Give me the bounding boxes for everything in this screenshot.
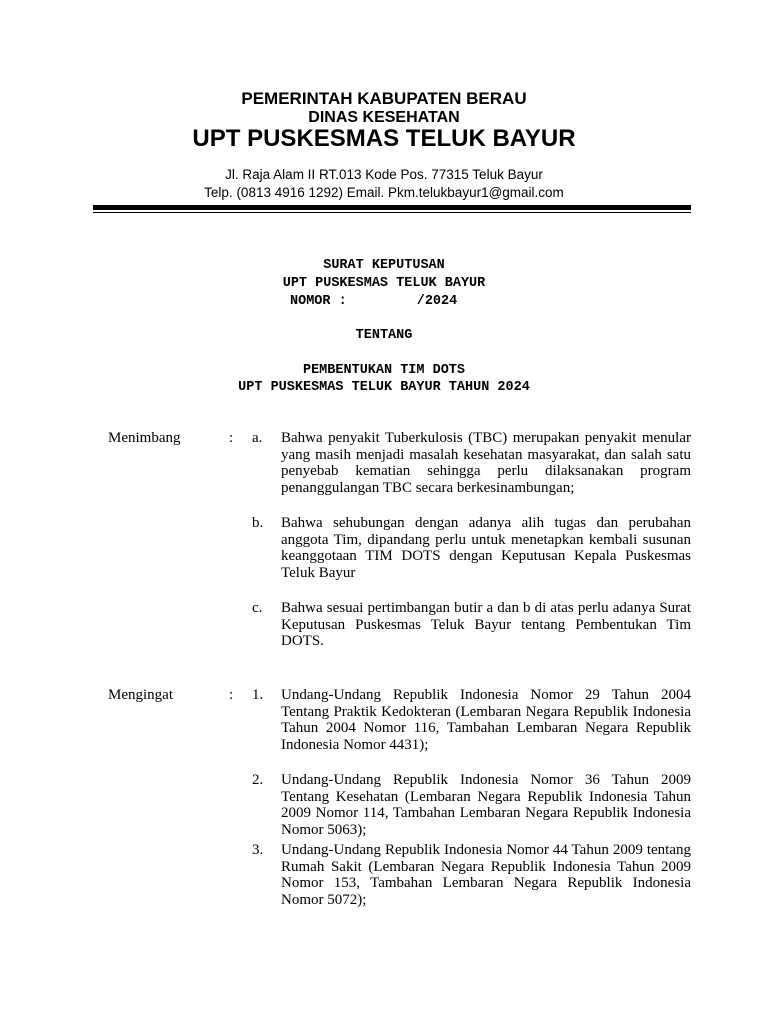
item-marker: c. bbox=[252, 600, 263, 616]
item-text: Bahwa sehubungan dengan adanya alih tugas dan perubahan anggota Tim, dipandang perlu untuk menetapkan kembali susunan keanggotaan TIM DOTS dengan Keputusan Kepala Puskesmas Teluk Bayur bbox=[281, 515, 691, 581]
decree-tentang: TENTANG bbox=[355, 328, 413, 343]
decree-title: SURAT KEPUTUSAN bbox=[323, 258, 445, 273]
item-text: Undang-Undang Republik Indonesia Nomor 44 Tahun 2009 tentang Rumah Sakit (Lembaran Negara Republik Indonesia Tahun 2009 Nomor 153, Tambahan Lembaran Negara Republik Indonesia Nomor 5072); bbox=[281, 842, 691, 908]
item-marker: a. bbox=[252, 430, 263, 446]
letterhead-government: PEMERINTAH KABUPATEN BERAU bbox=[241, 89, 527, 108]
item-marker: 1. bbox=[252, 687, 264, 703]
decree-subject-line1: PEMBENTUKAN TIM DOTS bbox=[302, 363, 466, 378]
decree-number bbox=[290, 293, 457, 310]
item-text: Bahwa penyakit Tuberkulosis (TBC) merupakan penyakit menular yang masih menjadi masalah kesehatan masyarakat, dan salah satu penyebab kematian sehingga perlu dilaksanakan program penanggulangan TBC secara berkesinambungan; bbox=[281, 430, 691, 496]
letterhead-department: DINAS KESEHATAN bbox=[308, 109, 460, 126]
letterhead-divider-thick bbox=[93, 205, 691, 210]
item-text: Undang-Undang Republik Indonesia Nomor 29 Tahun 2004 Tentang Praktik Kedokteran (Lembaran Negara Republik Indonesia Tahun 2004 Nomor 116, Tambahan Lembaran Negara Republik Indonesia Nomor 4431); bbox=[281, 687, 691, 753]
letterhead-contact: Telp. (0813 4916 1292) Email. Pkm.telukbayur1@gmail.com bbox=[204, 185, 564, 200]
mengingat-label: Mengingat bbox=[108, 687, 173, 703]
letterhead-institution: UPT PUSKESMAS TELUK BAYUR bbox=[192, 125, 576, 152]
mengingat-colon: : bbox=[229, 687, 234, 703]
item-marker: 3. bbox=[252, 842, 264, 858]
decree-issuer: UPT PUSKESMAS TELUK BAYUR bbox=[282, 276, 486, 291]
menimbang-colon: : bbox=[229, 430, 234, 446]
decree-subject-line2: UPT PUSKESMAS TELUK BAYUR TAHUN 2024 bbox=[238, 380, 530, 395]
item-text: Bahwa sesuai pertimbangan butir a dan b di atas perlu adanya Surat Keputusan Puskesmas Teluk Bayur tentang Pembentukan Tim DOTS. bbox=[281, 600, 691, 650]
item-marker: b. bbox=[252, 515, 264, 531]
item-text: Undang-Undang Republik Indonesia Nomor 36 Tahun 2009 Tentang Kesehatan (Lembaran Negara Republik Indonesia Tahun 2009 Nomor 114, Tambahan Lembaran Negara Republik Indonesia Nomor 5063); bbox=[281, 772, 691, 838]
item-marker: 2. bbox=[252, 772, 264, 788]
decree-number-label: NOMOR : bbox=[290, 294, 347, 309]
letterhead-divider-thin bbox=[93, 212, 691, 213]
letterhead-address: Jl. Raja Alam II RT.013 Kode Pos. 77315 Teluk Bayur bbox=[225, 167, 543, 182]
menimbang-label: Menimbang bbox=[108, 430, 181, 446]
decree-number-value: /2024 bbox=[416, 294, 458, 309]
